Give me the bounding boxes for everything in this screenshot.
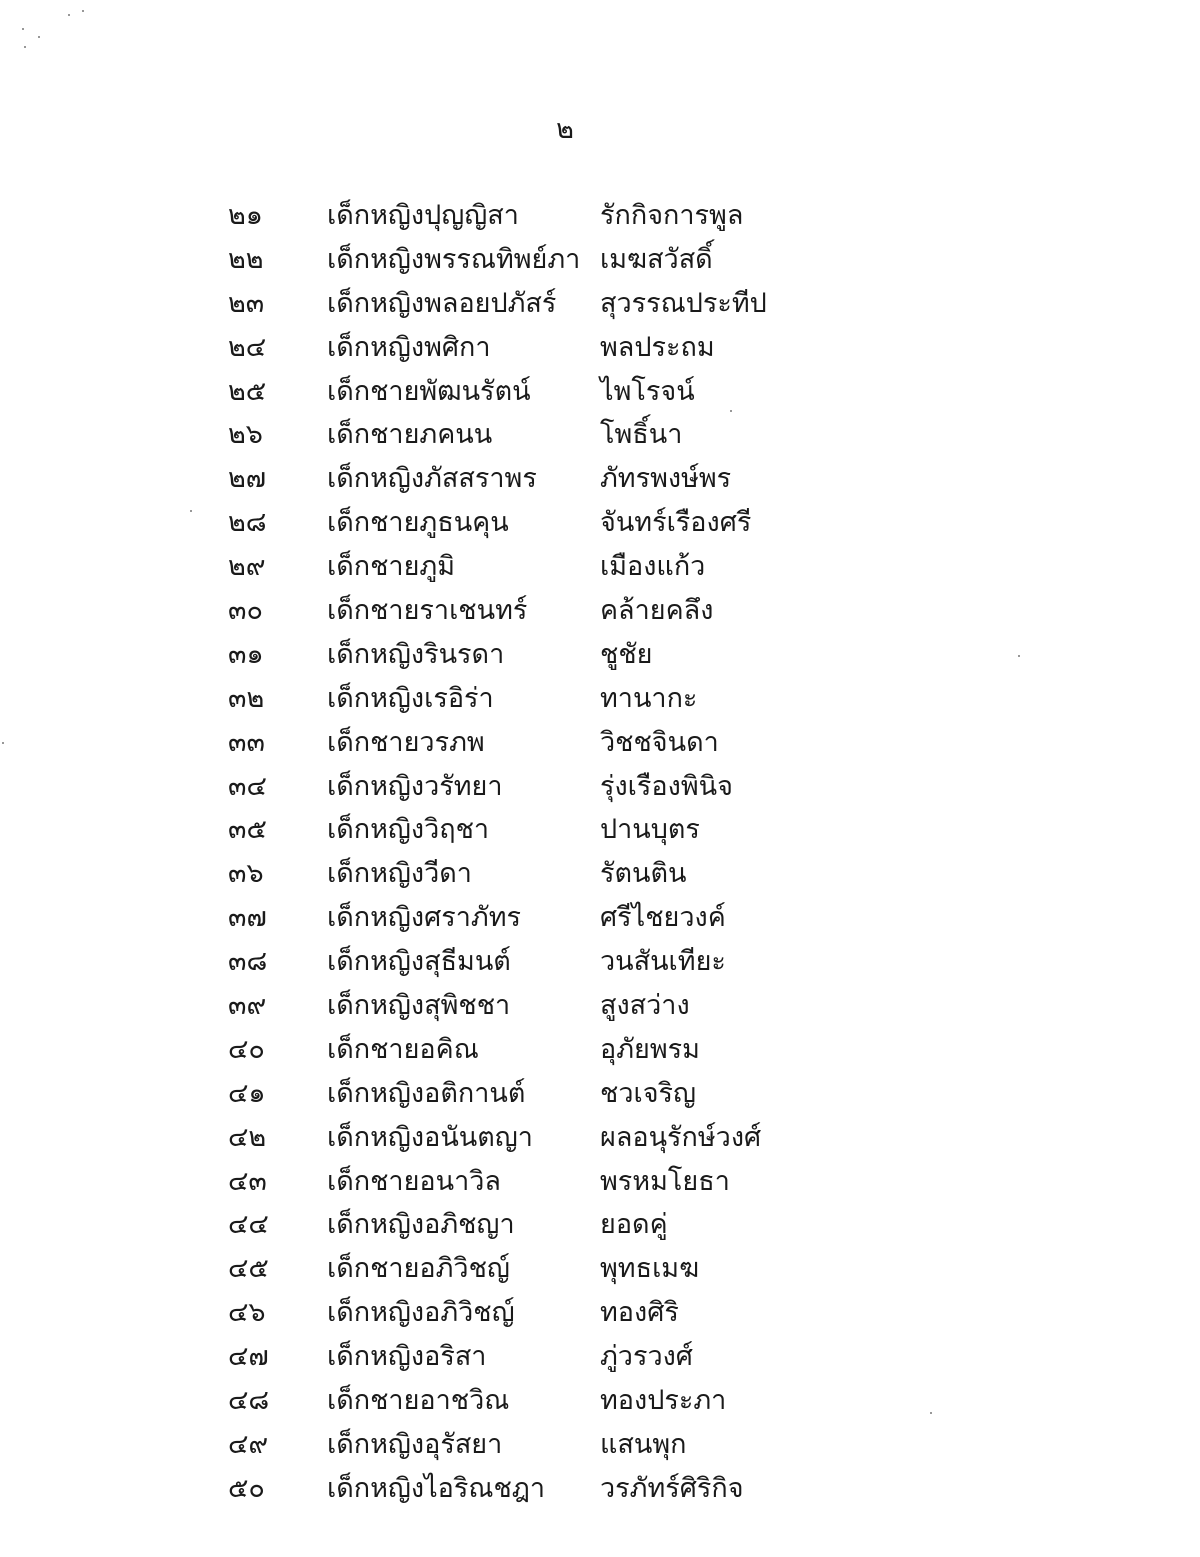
student-surname: วนสันเทียะ — [600, 946, 726, 978]
list-item — [0, 635, 1200, 679]
student-surname: เมฆสวัสดิ์ — [600, 243, 713, 275]
list-item — [0, 547, 1200, 591]
student-surname: ภู่วรวงศ์ — [600, 1341, 693, 1373]
student-name: เด็กชายอภิวิชญ์ — [327, 1253, 510, 1285]
list-item — [0, 898, 1200, 942]
row-number: ๔๕ — [228, 1253, 269, 1285]
row-number: ๒๕ — [228, 375, 267, 407]
row-number: ๓๗ — [228, 902, 267, 934]
student-surname: แสนพุก — [600, 1428, 687, 1460]
student-name: เด็กหญิงสุธีมนต์ — [327, 946, 511, 978]
student-name: เด็กหญิงสุพิชชา — [327, 990, 511, 1022]
list-item — [0, 679, 1200, 723]
list-item — [0, 1162, 1200, 1206]
student-name: เด็กหญิงเรอิร่า — [327, 682, 494, 714]
list-item — [0, 328, 1200, 372]
scan-speck — [82, 10, 84, 12]
row-number: ๒๗ — [228, 463, 267, 495]
student-surname: ยอดคู่ — [600, 1209, 668, 1241]
row-number: ๓๖ — [228, 858, 264, 890]
row-number: ๓๙ — [228, 990, 267, 1022]
row-number: ๒๑ — [228, 200, 263, 231]
list-item — [0, 767, 1200, 811]
scan-speck — [38, 36, 40, 38]
row-number: ๓๘ — [228, 946, 268, 978]
student-name: เด็กหญิงอุรัสยา — [327, 1428, 503, 1460]
student-surname: คล้ายคลึง — [600, 595, 714, 627]
student-surname: จันทร์เรืองศรี — [600, 507, 752, 539]
list-item — [0, 1381, 1200, 1425]
row-number: ๔๔ — [228, 1209, 269, 1241]
student-surname: พลประถม — [600, 331, 715, 363]
student-name: เด็กหญิงอภิชญา — [327, 1209, 515, 1241]
list-item — [0, 240, 1200, 284]
row-number: ๔๓ — [228, 1165, 267, 1197]
student-surname: ทองศิริ — [600, 1297, 679, 1329]
row-number: ๔๘ — [228, 1385, 270, 1417]
row-number: ๒๔ — [228, 331, 267, 363]
row-number: ๔๙ — [228, 1428, 269, 1460]
list-item — [0, 372, 1200, 416]
list-item — [0, 723, 1200, 767]
list-item — [0, 1425, 1200, 1469]
student-surname: ชวเจริญ — [600, 1077, 697, 1109]
row-number: ๓๐ — [228, 595, 263, 627]
student-name: เด็กชายอาชวิณ — [327, 1385, 510, 1417]
list-item — [0, 1030, 1200, 1074]
list-item — [0, 284, 1200, 328]
student-surname: สุวรรณประทีป — [600, 287, 767, 319]
student-name: เด็กหญิงพศิกา — [327, 331, 491, 363]
student-surname: พุทธเมฆ — [600, 1253, 700, 1285]
page-number: ๒ — [556, 114, 574, 145]
student-surname: รัตนติน — [600, 858, 687, 890]
scan-speck — [24, 46, 26, 48]
student-surname: พรหมโยธา — [600, 1165, 730, 1197]
student-surname: ชูชัย — [600, 638, 653, 670]
list-item — [0, 1249, 1200, 1293]
student-surname: ทองประภา — [600, 1385, 727, 1417]
list-item — [0, 459, 1200, 503]
row-number: ๒๒ — [228, 243, 264, 275]
student-name: เด็กหญิงภัสสราพร — [327, 463, 537, 495]
row-number: ๓๕ — [228, 814, 267, 846]
student-surname: สูงสว่าง — [600, 990, 690, 1022]
list-item — [0, 1118, 1200, 1162]
list-item — [0, 1293, 1200, 1337]
list-item — [0, 1074, 1200, 1118]
student-name: เด็กชายพัฒนรัตน์ — [327, 375, 531, 407]
student-surname: อุภัยพรม — [600, 1033, 700, 1065]
student-name: เด็กหญิงอติกานต์ — [327, 1077, 526, 1109]
list-item — [0, 986, 1200, 1030]
student-name: เด็กหญิงอนันตญา — [327, 1121, 533, 1153]
row-number: ๔๑ — [228, 1077, 266, 1109]
row-number: ๔๐ — [228, 1033, 265, 1065]
list-item — [0, 1469, 1200, 1513]
student-surname: วรภัทร์ศิริกิจ — [600, 1472, 744, 1504]
row-number: ๒๓ — [228, 287, 265, 319]
student-surname: รุ่งเรืองพินิจ — [600, 770, 733, 802]
student-surname: วิชชจินดา — [600, 726, 719, 758]
student-name-list — [0, 196, 1200, 1513]
student-name: เด็กหญิงวีดา — [327, 858, 472, 890]
student-surname: ปานบุตร — [600, 814, 700, 846]
list-item — [0, 854, 1200, 898]
student-name: เด็กหญิงวรัทยา — [327, 770, 503, 802]
row-number: ๔๖ — [228, 1297, 266, 1329]
student-name: เด็กหญิงพรรณทิพย์ภา — [327, 243, 581, 275]
student-name: เด็กชายวรภพ — [327, 726, 485, 758]
student-name: เด็กชายภูธนคุน — [327, 507, 509, 539]
student-surname: โพธิ์นา — [600, 419, 683, 451]
student-surname: เมืองแก้ว — [600, 551, 706, 583]
list-item — [0, 1205, 1200, 1249]
row-number: ๔๗ — [228, 1341, 269, 1373]
student-name: เด็กชายอคิณ — [327, 1033, 479, 1065]
row-number: ๕๐ — [228, 1472, 265, 1504]
row-number: ๓๑ — [228, 638, 264, 670]
student-name: เด็กชายภคนน — [327, 419, 493, 451]
student-name: เด็กชายอนาวิล — [327, 1165, 501, 1197]
student-surname: ศรีไชยวงค์ — [600, 902, 726, 934]
row-number: ๔๒ — [228, 1121, 267, 1153]
list-item — [0, 415, 1200, 459]
student-name: เด็กหญิงวิฤชา — [327, 814, 490, 846]
student-name: เด็กหญิงอภิวิชญ์ — [327, 1297, 515, 1329]
student-name: เด็กชายราเชนทร์ — [327, 595, 528, 627]
student-surname: ไพโรจน์ — [600, 375, 695, 407]
student-name: เด็กหญิงไอริณชฎา — [327, 1472, 546, 1504]
student-surname: ทานากะ — [600, 682, 698, 714]
list-item — [0, 942, 1200, 986]
list-item — [0, 1337, 1200, 1381]
row-number: ๓๒ — [228, 682, 265, 714]
student-name: เด็กหญิงอริสา — [327, 1341, 487, 1373]
list-item — [0, 503, 1200, 547]
row-number: ๒๘ — [228, 507, 267, 539]
scan-speck — [22, 28, 24, 30]
student-name: เด็กหญิงปุญญิสา — [327, 200, 519, 231]
student-name: เด็กชายภูมิ — [327, 551, 456, 583]
student-name: เด็กหญิงรินรดา — [327, 638, 505, 670]
list-item — [0, 810, 1200, 854]
student-surname: รักกิจการพูล — [600, 200, 744, 231]
list-item — [0, 196, 1200, 240]
student-name: เด็กหญิงศราภัทร — [327, 902, 521, 934]
student-name: เด็กหญิงพลอยปภัสร์ — [327, 287, 557, 319]
row-number: ๓๔ — [228, 770, 267, 802]
student-surname: ภัทรพงษ์พร — [600, 463, 732, 495]
list-item — [0, 591, 1200, 635]
student-surname: ผลอนุรักษ์วงศ์ — [600, 1121, 762, 1153]
row-number: ๓๓ — [228, 726, 265, 758]
scan-speck — [68, 14, 70, 16]
row-number: ๒๖ — [228, 419, 263, 451]
row-number: ๒๙ — [228, 551, 266, 583]
